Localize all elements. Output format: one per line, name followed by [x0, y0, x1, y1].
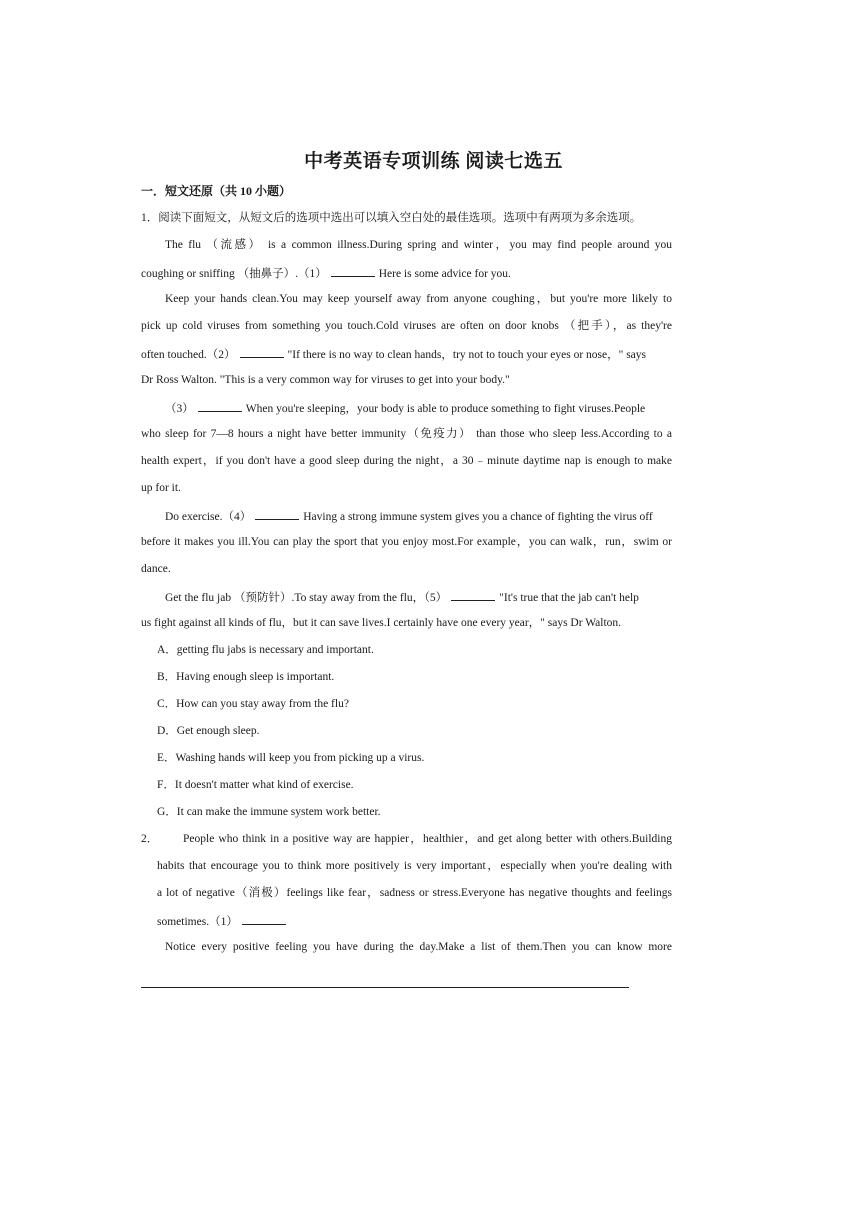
q1-line: dance. — [141, 563, 171, 575]
answer-blank-1[interactable] — [331, 264, 375, 277]
q2-line: habits that encourage you to think more positively is very important，especially when you're dealing with — [157, 860, 672, 872]
option-d: D．Get enough sleep. — [157, 725, 260, 737]
answer-blank-3[interactable] — [198, 399, 242, 412]
q1-line: health expert，if you don't have a good sleep during the night，a 30﹣minute daytime nap is enough to make — [141, 455, 672, 467]
q1-line-text: "If there is no way to clean hands，try not to touch your eyes or nose，" says — [287, 349, 647, 361]
q2-line-text: sometimes.（1） — [157, 916, 238, 928]
q1-line — [165, 399, 645, 417]
section-heading: 一．短文还原（共 10 小题） — [141, 184, 292, 198]
q1-line-text: Having a strong immune system gives you a chance of fighting the virus off — [303, 511, 653, 523]
q1-line — [141, 345, 646, 363]
q1-line — [141, 264, 511, 282]
q1-line-text: Do exercise.（4） — [165, 511, 252, 523]
q1-line-text: When you're sleeping，your body is able to produce something to fight viruses.People — [245, 403, 646, 415]
q1-line: up for it. — [141, 482, 181, 494]
q1-line: The flu （流感） is a common illness.During spring and winter，you may find people around you — [165, 239, 672, 251]
q2-line — [157, 912, 290, 930]
q1-instruction: 1．阅读下面短文，从短文后的选项中选出可以填入空白处的最佳选项。选项中有两项为多余选项。 — [141, 212, 642, 224]
q1-line-text: often touched.（2） — [141, 349, 236, 361]
q1-line-text: coughing or sniffing （抽鼻子）.（1） — [141, 268, 327, 280]
q1-line: us fight against all kinds of flu，but it can save lives.I certainly have one every year，" says Dr Walton. — [141, 617, 622, 629]
q2-line: People who think in a positive way are happier，healthier，and get along better with others.Building — [183, 833, 672, 845]
answer-blank-q2-1[interactable] — [242, 912, 286, 925]
q1-line-text: "It's true that the jab can't help — [499, 592, 639, 604]
q1-line-text: Here is some advice for you. — [378, 268, 511, 280]
q1-line — [165, 588, 639, 606]
option-e: E．Washing hands will keep you from picking up a virus. — [157, 752, 425, 764]
q1-line: who sleep for 7—8 hours a night have better immunity（免疫力） than those who sleep less.According to a — [141, 428, 672, 440]
answer-blank-2[interactable] — [240, 345, 284, 358]
answer-blank-4[interactable] — [255, 507, 299, 520]
q2-line: a lot of negative（消极）feelings like fear，sadness or stress.Everyone has negative thoughts and feelings — [157, 887, 672, 899]
answer-blank-5[interactable] — [451, 588, 495, 601]
q1-line — [165, 507, 653, 525]
q1-line: Keep your hands clean.You may keep yourself away from anyone coughing，but you're more likely to — [165, 293, 672, 305]
q2-line: Notice every positive feeling you have during the day.Make a list of them.Then you can know more — [165, 941, 672, 953]
q2-number: 2． — [141, 833, 159, 845]
option-a: A．getting flu jabs is necessary and important. — [157, 644, 374, 656]
q1-line-text: Get the flu jab （预防针）.To stay away from the flu，（5） — [165, 592, 448, 604]
q1-line-text: （3） — [165, 403, 194, 415]
option-f: F．It doesn't matter what kind of exercise. — [157, 779, 354, 791]
q1-line: pick up cold viruses from something you touch.Cold viruses are often on door knobs （把手），as they're — [141, 320, 672, 332]
q1-line: before it makes you ill.You can play the sport that you enjoy most.For example，you can walk，run，swim or — [141, 536, 672, 548]
option-g: G．It can make the immune system work better. — [157, 806, 381, 818]
option-b: B．Having enough sleep is important. — [157, 671, 335, 683]
page-title: 中考英语专项训练 阅读七选五 — [304, 151, 563, 172]
q1-line: Dr Ross Walton. "This is a very common way for viruses to get into your body." — [141, 374, 510, 386]
footer-rule — [141, 987, 629, 988]
option-c: C．How can you stay away from the flu? — [157, 698, 349, 710]
